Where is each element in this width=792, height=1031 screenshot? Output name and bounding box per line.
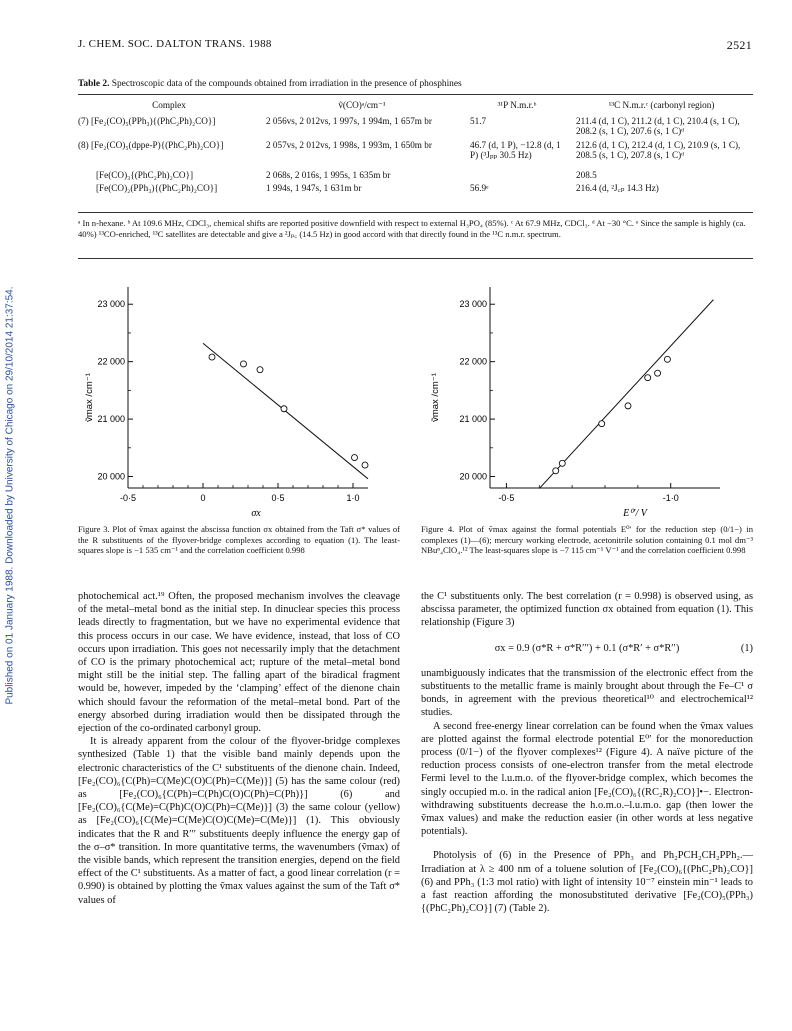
figure-3-plot xyxy=(78,275,378,530)
data-point xyxy=(655,370,661,376)
y-tick-label: 23 000 xyxy=(97,299,125,310)
table-row xyxy=(78,170,753,184)
table-cell: 56.9ᵉ xyxy=(470,183,489,193)
table-caption-text: Spectroscopic data of the compounds obtained from irradiation in the presence of phosphines xyxy=(111,79,462,89)
table-cell: 2 068s, 2 016s, 1 995s, 1 635m br xyxy=(266,169,391,180)
y-tick-label: 20 000 xyxy=(97,471,125,482)
table-top-rule xyxy=(78,94,753,95)
data-point xyxy=(559,460,565,466)
fit-line xyxy=(539,300,713,489)
table-header-cell: ¹³C N.m.r.ᶜ (carbonyl region) xyxy=(608,100,715,110)
data-point xyxy=(257,367,263,373)
right-column xyxy=(421,590,753,915)
paragraph: It is already apparent from the colour of the flyover-bridge complexes synthesized (Table 1) that the visible band mainly depends upon the electronic characteristics of the C¹ substituents of the dienone chain. Indeed, [Fe₂(CO)₆{C(Ph)=C(Me)C(O)C(Ph)=C(Me)}] (5) has the same colour (red) as [Fe₂(CO)₆{C(Ph)=C(Ph)C(O)C(Ph)=C(Ph)}] (6) and [Fe₂(CO)₆{C(Me)=C(Ph)C(O)C(Ph)=C(Me)}] (3) the same colour (yellow) as [Fe₂(CO)₆{C(Me)=C(Me)C(O)C(Me)=C(Me)}] (1). This obviously indicates that the R and R′′′ substituents deeply influence the energy gap of the σ–σ* transition. In more quantitative terms, the wavenumbers (ṽmax) of the visible bands, which represent the transition energies, depend on the field effect of the C¹ substituents. As a matter of fact, a good linear correlation (r = 0.990) is obtained by plotting the ṽmax values against the sum of the Taft σ* values of xyxy=(78,736,400,906)
paragraph: photochemical act.¹⁹ Often, the proposed mechanism involves the cleavage of the metal–metal bond as the initial step. In dinuclear species this process leads directly to fragmentation, but we have no experimental evidence that this process occurs in our case. We have evidence, instead, that loss of CO occurs upon irradiation. This goes not necessarily imply that the detachment of CO is the primary photochemical act; rupture of the metal–metal bond might still be the initial step. The falling apart of the biradical fragment would be, however, impeded by the ‘clamping’ effect of the dienone chain which should favour the reformation of the metal–metal bond. Part of the energy absorbed during irradiation would then be dissipated through the ejection of the co-ordinated carbonyl group. xyxy=(78,591,400,735)
data-point xyxy=(664,356,670,362)
figure-4-plot xyxy=(420,275,730,530)
table-cell: 51.7 xyxy=(470,115,487,126)
spectroscopy-table xyxy=(78,100,753,197)
table-header-cell: ṽ(CO)ᵃ/cm⁻¹ xyxy=(338,100,386,110)
x-tick-label: 0·5 xyxy=(271,493,285,503)
x-axis-label: σx xyxy=(251,508,261,519)
figure-4-caption xyxy=(421,524,753,556)
equation-text: σx = 0.9 (σ*R + σ*R′′′) + 0.1 (σ*R′ + σ*R′′) xyxy=(494,642,680,654)
x-tick-label: 1·0 xyxy=(346,493,360,503)
y-tick-label: 23 000 xyxy=(459,299,487,310)
journal-running-head: J. CHEM. SOC. DALTON TRANS. 1988 xyxy=(78,38,272,50)
table-row xyxy=(78,183,753,197)
table-cell: 216.4 (d, ²J꜀ₚ 14.3 Hz) xyxy=(576,183,659,193)
paragraph: the C¹ substituents only. The best correlation (r = 0.998) is observed using, as abscissa parameter, the optimized function σx obtained from equation (1). This relationship (Figure 3) xyxy=(421,591,753,629)
y-tick-label: 22 000 xyxy=(97,356,125,367)
data-point xyxy=(599,421,605,427)
table-header-cell: ³¹P N.m.r.ᵇ xyxy=(497,100,537,110)
y-tick-label: 21 000 xyxy=(97,414,125,425)
equation-number: (1) xyxy=(740,642,753,654)
table-cell: 208.5 xyxy=(576,169,597,180)
data-point xyxy=(553,468,559,474)
paragraph: unambiguously indicates that the transmission of the electronic effect from the substituents to the metallic frame is mainly brought about through the Fe–C¹ σ bonds, in agreement with the previous theoretical¹⁰ and electrochemical¹² studies. xyxy=(421,667,753,719)
y-tick-label: 22 000 xyxy=(459,356,487,367)
table-cell: (8) [Fe₂(CO)₅(dppe-P){(PhC₂Ph)₂CO}] xyxy=(78,139,224,150)
table-cell: 2 056vs, 2 012vs, 1 997s, 1 994m, 1 657m br xyxy=(266,115,432,126)
table-cell: [Fe(CO)₂(PPh₃){(PhC₂Ph)₂CO}] xyxy=(96,183,218,193)
table-cell xyxy=(464,170,570,184)
table-cell: [Fe(CO)₃{(PhC₂Ph)₂CO}] xyxy=(96,169,194,180)
y-tick-label: 21 000 xyxy=(459,414,487,425)
figure-4-caption-text: Figure 4. Plot of ṽmax against the formal potentials E⁰′ for the reduction step (0/1−) in complexes (1)—(6); mercury working electrode, acetonitrile solution containing 0.1 mol dm⁻³ NBuⁿ₄ClO₄.¹² The least-squares slope is −7 115 cm⁻¹ V⁻¹ and the correlation coefficient 0.998 xyxy=(421,524,753,556)
table-footnote: ᵃ In n-hexane. ᵇ At 109.6 MHz, CDCl₃, chemical shifts are reported positive downfield with respect to external H₃PO₄ (85%). ᶜ At 67.9 MHz, CDCl₃. ᵈ At −30 °C. ᵉ Since the sample is highly (ca. 40%) ¹³CO-enriched, ¹³C satellites are detectable and give a ²Jₚ꜀ (14.5 Hz) in good accord with that directly found in the ¹³C n.m.r. spectrum. xyxy=(78,218,746,239)
table-cell: 46.7 (d, 1 P), −12.8 (d, 1 P) (³Jₚₚ 30.5 Hz) xyxy=(470,139,561,160)
data-point xyxy=(645,375,651,381)
equation-1 xyxy=(421,642,753,655)
table-cell: 211.4 (d, 1 C), 211.2 (d, 1 C), 210.4 (s, 1 C), 208.2 (s, 1 C), 207.6 (s, 1 C)ᵈ xyxy=(576,115,740,136)
table-cell: 212.6 (d, 1 C), 212.4 (d, 1 C), 210.9 (s, 1 C), 208.5 (s, 1 C), 207.8 (s, 1 C)ᵈ xyxy=(576,139,741,160)
table-cell: (7) [Fe₂(CO)₅(PPh₃){(PhC₂Ph)₂CO}] xyxy=(78,115,216,126)
y-axis-label: ṽmax /cm⁻¹ xyxy=(430,373,441,422)
data-point xyxy=(209,354,215,360)
table-caption: Table 2. Spectroscopic data of the compounds obtained from irradiation in the presence of phosphines xyxy=(78,79,462,89)
figure-3-caption xyxy=(78,524,400,556)
data-point xyxy=(625,403,631,409)
table-cell: 1 994s, 1 947s, 1 631m br xyxy=(266,183,362,193)
section-rule xyxy=(78,258,753,259)
x-axis-label: E⁰′/ V xyxy=(623,508,647,519)
data-point xyxy=(281,406,287,412)
paragraph: A second free-energy linear correlation can be found when the ṽmax values are plotted against the formal electrode potential E⁰′ for the monoreduction process (0/1−) of the flyover complexes¹² (Figure 4). A naïve picture of the reduction process consists of one-electron transfer from the metal electrode Fermi level to the l.u.m.o. of the flyover-bridge complex, which becomes the singly occupied m.o. in the radical anion [Fe₂(CO)₆{(RC₂R)₂CO}]•−. Electron-withdrawing substituents decrease the h.o.m.o.–l.u.m.o. gap (then lower the ṽmax values) and make the reduction easier (in other words at less negative potentials). xyxy=(421,720,753,838)
table-bottom-rule xyxy=(78,212,753,213)
table-cell: 2 057vs, 2 012vs, 1 998s, 1 993m, 1 650m br xyxy=(266,139,432,150)
x-tick-label: -0·5 xyxy=(498,493,515,503)
y-axis-label: ṽmax /cm⁻¹ xyxy=(84,373,95,422)
x-tick-label: 0 xyxy=(200,493,206,503)
y-tick-label: 20 000 xyxy=(459,471,487,482)
left-column xyxy=(78,590,400,907)
download-notice: Published on 01 January 1988. Downloaded by University of Chicago on 29/10/2014 21:37:54. xyxy=(4,286,16,705)
x-tick-label: -1·0 xyxy=(662,493,679,503)
table-header-cell: Complex xyxy=(152,100,186,110)
x-tick-label: -0·5 xyxy=(119,493,137,503)
data-point xyxy=(362,462,368,468)
data-point xyxy=(352,455,358,461)
data-point xyxy=(241,361,247,367)
paragraph: Photolysis of (6) in the Presence of PPh₃ and Ph₂PCH₂CH₂PPh₂.—Irradiation at λ ≥ 400 nm of a toluene solution of [Fe₂(CO)₆{(PhC₂Ph)₂CO}] (6) and PPh₃ (1:3 mol ratio) with light of intensity 10⁻⁷ einstein min⁻¹ leads to a fast reaction affording the monosubstituted derivative [Fe₂(CO)₅(PPh₃){(PhC₂Ph)₂CO}] (7) (Table 2). xyxy=(421,850,753,915)
table-row xyxy=(78,116,753,140)
table-row xyxy=(78,140,753,170)
page-number: 2521 xyxy=(726,38,752,52)
figure-3-caption-text: Figure 3. Plot of ṽmax against the abscissa function σx obtained from the Taft σ* values of the R substituents of the flyover-bridge complexes according to equation (1). The least-squares slope is −1 535 cm⁻¹ and the correlation coefficient 0.998 xyxy=(78,524,400,556)
